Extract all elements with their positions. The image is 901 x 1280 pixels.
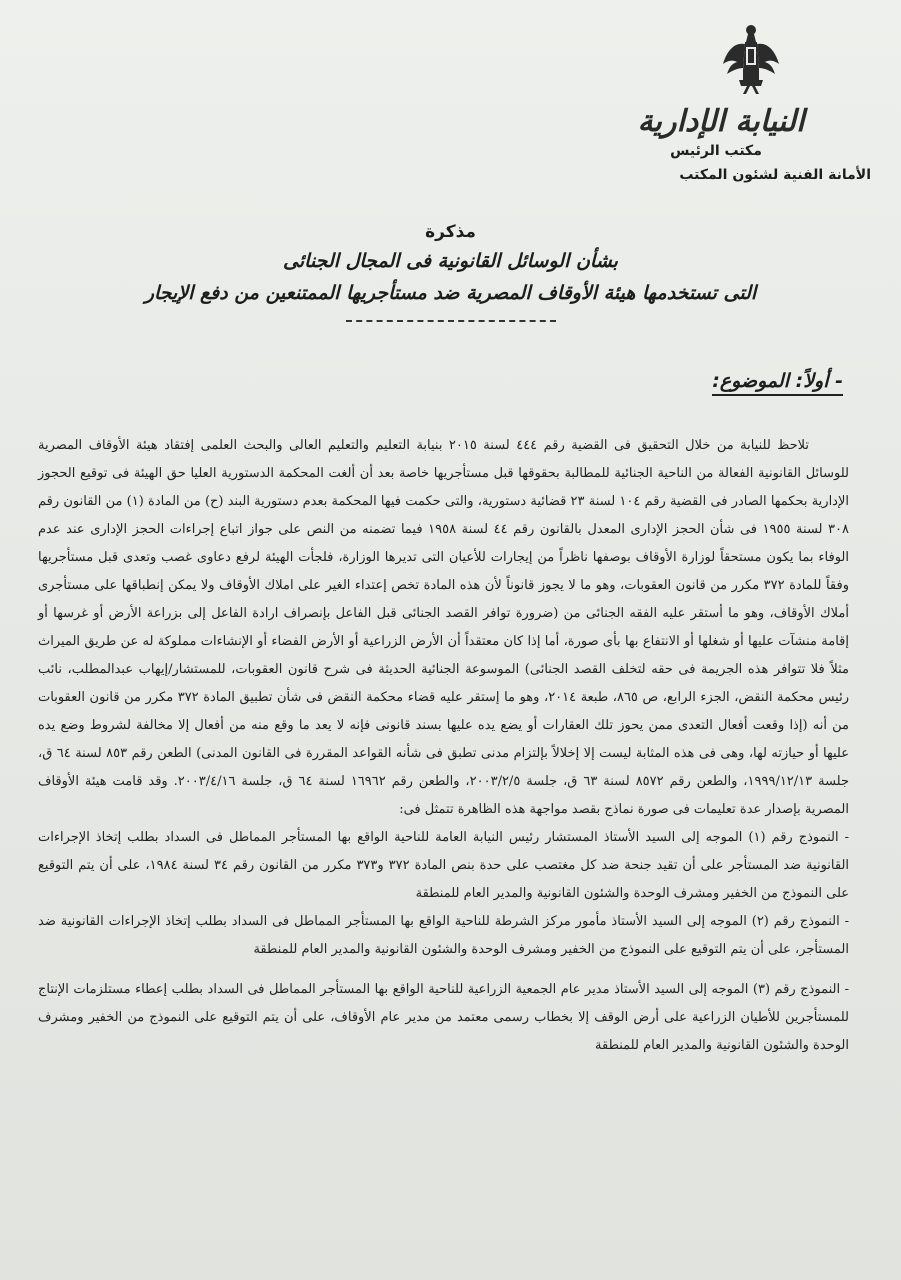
list-item-model-1: - النموذج رقم (١) الموجه إلى السيد الأستاذ المستشار رئيس النيابة العامة للناحية الواقع بها المستأجر المماطل فى السداد بطلب إتخاذ الإجراءات القانونية ضد المستأجر على أن تقيد جنحة ضد كل مغتصب على حدة بنص المادة ٣٧٢ و٣٧٣ مكرر من القانون رقم ٣٤ لسنة ١٩٨٤، على أن يتم التوقيع على النموذج من الخفير ومشرف الوحدة والشئون القانونية والمدير العام للمنطقة	[38, 830, 850, 901]
agency-calligraphy: النيابة الإدارية	[637, 104, 805, 139]
dashed-divider	[346, 320, 556, 322]
body-paragraph: تلاحظ للنيابة من خلال التحقيق فى القضية رقم ٤٤٤ لسنة ٢٠١٥ بنيابة التعليم والتعليم العالى والبحث العلمى إفتقاد هيئة الأوقاف المصرية للوسائل القانونية الفعالة من الناحية الجنائية للمطالبة بحقوقها قبل مستأجريها خاصة بعد أن ألغت المحكمة الدستورية العليا حق الهيئة فى توقيع الحجوز الإدارية بحكمها الصادر فى القضية رقم ١٠٤ لسنة ٢٣ قضائية دستورية، والتى حكمت فيها المحكمة بعدم دستورية البند (ح) من المادة (١) من القانون رقم ٣٠٨ لسنة ١٩٥٥ فى شأن الحجز الإدارى المعدل بالقانون رقم ٤٤ لسنة ١٩٥٨ فيما تضمنه من النص على جواز اتباع إجراءات الحجز الإدارى عند عدم الوفاء بما يكون مستحقاً لوزارة الأوقاف بوصفها ناظراً من إيجارات للأعيان التى تديرها الوزارة، فلجأت الهيئة لرفع دعاوى غصب وتعدى قبل مستأجريها وفقاً للمادة ٣٧٢ مكرر من قانون العقوبات، وهو ما لا يجوز قانوناً لأن هذه المادة تخص إعتداء الغير على املاك الأوقاف ولا يمكن إنطباقها على مستأجرى أملاك الأوقاف، وهو ما أستقر عليه الفقه الجنائى من (ضرورة توافر القصد الجنائى قبل الفاعل بإنصراف ارادة الفاعل إلى بزراعة الأرض أو غرسها أو إقامة منشآت عليها أو شغلها أو الانتفاع بها بأى صورة، أما إذا كان معتقداً أن الأرض الزراعية أو الأرض الفضاء أو الإنشاءات مملوكة له عن طريق الميراث مثلاً فلا تتوافر هذه الجريمة فى حقه لتخلف القصد الجنائى) الموسوعة الجنائية الحديثة فى شرح قانون العقوبات، للمستشار/إيهاب عبدالمطلب، نائب رئيس محكمة النقض، الجزء الرابع، ص ٨٦٥، طبعة ٢٠١٤، وهو ما إستقر عليه قضاء محكمة النقض فى شأن تطبيق المادة ٣٧٢ مكرر من قانون العقوبات من أنه (إذا وقعت أفعال التعدى ممن يحوز تلك العقارات أو يضع يده عليها بسند قانونى فإنه لا يعد ما وقع منه من أفعال إلا مخالفة لشروط وضع يده عليها أو حيازته لها، وهى فى هذه المثابة ليست إلا إخلالاً بإلتزام مدنى تطبق فى شأنه القواعد المقررة فى القانون المدنى) الطعن رقم ٨٥٣ لسنة ٦٤ ق، جلسة ١٩٩٩/١٢/١٣، والطعن رقم ٨٥٧٢ لسنة ٦٣ ق، جلسة ٢٠٠٣/٢/٥، والطعن رقم ١٦٩٦٢ لسنة ٦٤ ق، جلسة ٢٠٠٣/٤/١٦. وقد قامت هيئة الأوقاف المصرية بإصدار عدة تعليمات فى صورة نماذج بقصد مواجهة هذه الظاهرة تتمثل فى:	[38, 438, 850, 817]
subject-line-1: بشأن الوسائل القانونية فى المجال الجنائى	[283, 250, 618, 272]
letterhead	[631, 20, 871, 183]
list-item-model-3: - النموذج رقم (٣) الموجه إلى السيد الأستاذ مدير عام الجمعية الزراعية للناحية الواقع بها المستأجر المماطل فى السداد بطلب إعطاء مستلزمات الإنتاج للمستأجرين للأطيان الزراعية على أرض الوقف إلا بخطاب رسمى معتمد من مدير عام الأوقاف، على أن يتم التوقيع على النموذج من الخفير ومشرف الوحدة والشئون القانونية والمدير العام للمنطقة	[38, 982, 849, 1053]
office-name: مكتب الرئيس	[670, 143, 762, 159]
eagle-emblem-icon	[721, 20, 781, 98]
list-item-model-2: - النموذج رقم (٢) الموجه إلى السيد الأستاذ مأمور مركز الشرطة للناحية الواقع بها المستأجر المماطل فى السداد بطلب إتخاذ الإجراءات القانونية ضد المستأجر، على أن يتم التوقيع على النموذج من الخفير ومشرف الوحدة والشئون القانونية والمدير العام للمنطقة	[38, 914, 849, 957]
memo-body	[38, 432, 849, 1060]
memo-title: مذكرة	[425, 222, 476, 242]
section-heading: - أولاً: الموضوع:	[712, 370, 843, 396]
subject-line-2: التى تستخدمها هيئة الأوقاف المصرية ضد مستأجريها الممتنعين من دفع الإيجار	[144, 282, 757, 304]
memo-titles	[60, 222, 841, 322]
secretariat-name: الأمانة الفنية لشئون المكتب	[679, 167, 871, 183]
